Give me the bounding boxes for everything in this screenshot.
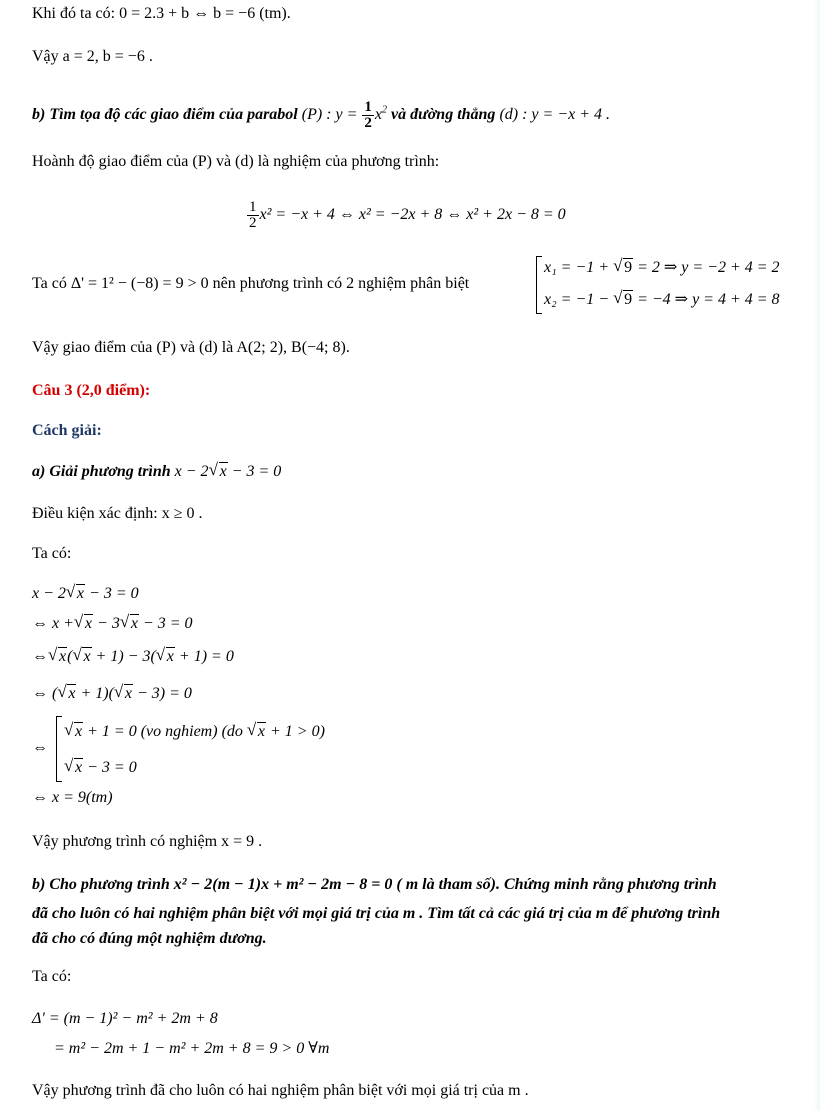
x-var: x bbox=[374, 106, 383, 124]
step2-rad1: x bbox=[84, 615, 93, 632]
step3-rad3: x bbox=[166, 648, 174, 665]
step3-rad2: x bbox=[83, 648, 91, 665]
case2-sqrt bbox=[65, 758, 83, 778]
sqrt-x-rad: x bbox=[219, 463, 227, 480]
question-3-title: Câu 3 (2,0 điểm): bbox=[32, 382, 151, 399]
step4-rad2: x bbox=[124, 685, 132, 702]
step3-c: + 1) − 3( bbox=[95, 648, 156, 665]
step4-b: + 1)( bbox=[80, 685, 114, 702]
frac-num: 1 bbox=[364, 99, 372, 115]
step1-sqrt bbox=[67, 584, 85, 604]
text-line-12: Ta có: bbox=[32, 545, 72, 562]
root-x1 bbox=[544, 258, 780, 278]
case1-sqrt2 bbox=[248, 722, 266, 742]
step4-a: ⇔ ( bbox=[32, 685, 58, 702]
solution-heading: Cách giải: bbox=[32, 422, 102, 439]
delta-line: Ta có Δ' = 1² − (−8) = 9 > 0 nên phương trình có 2 nghiệm phân biệt bbox=[32, 275, 470, 292]
case-1 bbox=[64, 722, 325, 742]
fraction-half-2 bbox=[247, 200, 259, 231]
sqrt-9-rad: 9 bbox=[624, 259, 633, 276]
step-2 bbox=[32, 614, 193, 634]
part-b-heading bbox=[32, 100, 610, 131]
step2-a: ⇔ x + bbox=[32, 615, 74, 632]
part-a-equation bbox=[175, 463, 282, 480]
line-text: và đường thẳng bbox=[391, 106, 496, 124]
sqrt-9-b bbox=[614, 290, 633, 310]
step-6: ⇔ x = 9(tm) bbox=[32, 789, 113, 806]
delta-step-2: = m² − 2m + 1 − m² + 2m + 8 = 9 > 0 ∀m bbox=[54, 1040, 330, 1057]
domain-condition: Điều kiện xác định: x ≥ 0 . bbox=[32, 505, 203, 522]
text-line-7: Vậy giao điểm của (P) và (d) là A(2; 2), B(−4; 8). bbox=[32, 339, 350, 356]
step-3 bbox=[32, 647, 234, 667]
root-x2 bbox=[544, 290, 780, 310]
eq-left: x − 2 bbox=[174, 463, 209, 480]
part-b2-line-3: đã cho có đúng một nghiệm dương. bbox=[32, 930, 267, 947]
x1-result: = 2 ⇒ y = −2 + 4 = 2 bbox=[637, 259, 780, 276]
step2-rad2: x bbox=[130, 615, 138, 632]
case2-text: − 3 = 0 bbox=[87, 759, 137, 776]
conclusion-b: Vậy phương trình đã cho luôn có hai nghiệm phân biệt với mọi giá trị của m . bbox=[32, 1082, 529, 1099]
text-line-1: Khi đó ta có: 0 = 2.3 + b ⇔ b = −6 (tm). bbox=[32, 5, 291, 22]
sqrt-x bbox=[210, 462, 228, 482]
sqrt-9 bbox=[614, 258, 633, 278]
case1-sqrt1 bbox=[65, 722, 83, 742]
line-def: (d) : y = −x + 4 . bbox=[499, 106, 611, 124]
step2-b: − 3 bbox=[97, 615, 120, 632]
part-b-text: b) Tìm tọa độ các giao điểm của parabol bbox=[32, 106, 298, 124]
solution-bracket bbox=[536, 256, 542, 314]
equation-text: x² = −x + 4 ⇔ x² = −2x + 8 ⇔ x² + 2x − 8 = 0 bbox=[259, 206, 566, 224]
step3-b: ( bbox=[67, 648, 73, 665]
part-b2-line-2: đã cho luôn có hai nghiệm phân biệt với mọi giá trị của m . Tìm tất cả các giá trị của m để phương trình bbox=[32, 905, 721, 922]
step4-c: − 3) = 0 bbox=[137, 685, 192, 702]
equation-intersection bbox=[246, 200, 566, 231]
step3-sqrt1 bbox=[49, 647, 67, 667]
case-bracket bbox=[56, 716, 62, 782]
step-4 bbox=[32, 684, 192, 704]
part-a-heading bbox=[32, 462, 281, 482]
part-a-text: a) Giải phương trình bbox=[32, 463, 171, 480]
parabol-def: (P) : y = bbox=[301, 106, 358, 124]
step3-rad1: x bbox=[59, 648, 67, 665]
case1-rad2: x bbox=[257, 723, 265, 740]
case1-text: + 1 = 0 (vo nghiem) (do bbox=[87, 723, 243, 740]
frac-den-2: 2 bbox=[249, 215, 257, 231]
x2-text: x₂ = −1 − bbox=[544, 291, 610, 308]
step1-right: − 3 = 0 bbox=[89, 585, 139, 602]
step4-rad1: x bbox=[68, 685, 76, 702]
text-line-2: Vậy a = 2, b = −6 . bbox=[32, 48, 153, 65]
text-line-24: Ta có: bbox=[32, 968, 72, 985]
step3-a: ⇔ bbox=[32, 648, 48, 665]
x1-text: x₁ = −1 + bbox=[544, 259, 610, 276]
frac-num-2: 1 bbox=[249, 199, 257, 215]
page-edge bbox=[814, 0, 820, 1111]
case-2 bbox=[64, 758, 137, 778]
step3-sqrt2 bbox=[73, 647, 91, 667]
step3-d: + 1) = 0 bbox=[178, 648, 234, 665]
step2-sqrt2 bbox=[121, 614, 139, 634]
case1-rad1: x bbox=[75, 723, 83, 740]
step-1 bbox=[32, 584, 139, 604]
x2-result: = −4 ⇒ y = 4 + 4 = 8 bbox=[637, 291, 780, 308]
eq-right: − 3 = 0 bbox=[231, 463, 282, 480]
step4-sqrt1 bbox=[58, 684, 76, 704]
step4-sqrt2 bbox=[115, 684, 133, 704]
x-squared: $x^2$ bbox=[374, 104, 388, 124]
step2-sqrt1 bbox=[75, 614, 93, 634]
case2-rad: x bbox=[75, 759, 83, 776]
delta-step-1: Δ' = (m − 1)² − m² + 2m + 8 bbox=[32, 1010, 218, 1027]
part-b2-line-1: b) Cho phương trình x² − 2(m − 1)x + m² − 2m − 8 = 0 ( m là tham số). Chứng minh rằng phương trình bbox=[32, 876, 717, 893]
step1-left: x − 2 bbox=[32, 585, 66, 602]
case1-end: + 1 > 0) bbox=[270, 723, 325, 740]
step1-rad: x bbox=[76, 585, 85, 602]
conclusion-a: Vậy phương trình có nghiệm x = 9 . bbox=[32, 833, 263, 850]
step-5-arrow: ⇔ bbox=[32, 739, 48, 756]
step2-c: − 3 = 0 bbox=[142, 615, 193, 632]
sqrt-9-b-rad: 9 bbox=[624, 291, 633, 308]
frac-den: 2 bbox=[364, 115, 372, 131]
fraction-half bbox=[362, 100, 374, 131]
text-line-4: Hoành độ giao điểm của (P) và (d) là nghiệm của phương trình: bbox=[32, 153, 440, 170]
step3-sqrt3 bbox=[157, 647, 175, 667]
